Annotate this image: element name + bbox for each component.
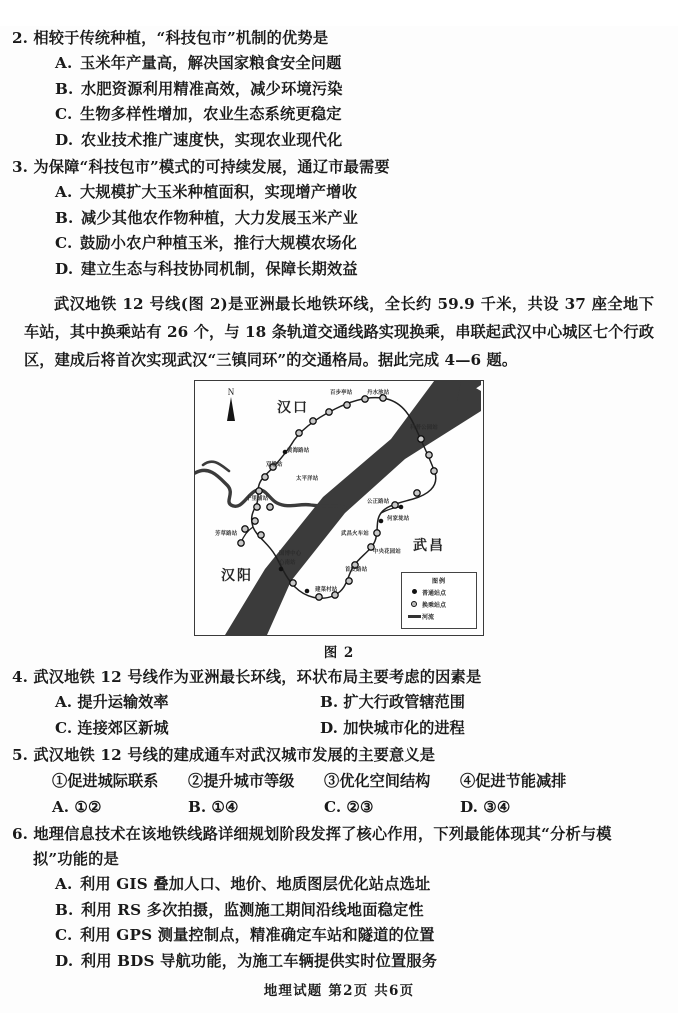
option-text: 利用 GPS 测量控制点，精准确定车站和隧道的位置 xyxy=(80,926,435,944)
question-2-option-b[interactable] xyxy=(0,77,678,103)
question-4-option-d[interactable] xyxy=(320,716,465,742)
option-label: A. xyxy=(52,798,70,816)
option-text: ①② xyxy=(74,798,102,816)
option-text: 利用 BDS 导航功能，为施工车辆提供实时位置服务 xyxy=(80,951,438,970)
option-text: 鼓励小农户种植玉米，推行大规模农场化 xyxy=(80,234,357,252)
option-label: D. xyxy=(320,718,338,737)
statement-3: ③优化空间结构 xyxy=(324,772,431,790)
district-label-hanyang: 汉阳 xyxy=(221,568,253,584)
compass-label: N xyxy=(227,387,235,397)
question-5-option-b[interactable] xyxy=(188,794,324,820)
question-4-stem xyxy=(0,665,678,690)
figure-2-caption: 图 2 xyxy=(323,645,355,661)
question-3-stem-text: 为保障“科技包市”模式的可持续发展，通辽市最需要 xyxy=(33,158,390,176)
option-label: A. xyxy=(55,54,73,72)
question-6-stem xyxy=(0,822,678,847)
option-text: 大规模扩大玉米种植面积，实现增产增收 xyxy=(79,183,357,201)
reading-passage: 武汉地铁 12 号线(图 2)是亚洲最长地铁环线，全长约 59.9 千米，共设 37 座全地下车站，其中换乘站有 26 个，与 18 条轨道交通线路实现换乘，串联起武汉中心城区七个行政区，建成后将首次实现武汉“三镇同环”的交通格局。据此完成 4—6 题。 xyxy=(24,295,654,369)
option-label: A. xyxy=(55,183,73,201)
station-label-fangcaolu: 芳草路站 xyxy=(215,531,238,537)
option-label: B. xyxy=(188,798,207,816)
legend-item-transfer-station xyxy=(406,600,472,609)
option-text: 减少其他农作物种植，大力发展玉米产业 xyxy=(81,208,359,227)
question-5-option-c[interactable] xyxy=(324,794,460,820)
question-2-option-c[interactable] xyxy=(0,102,678,128)
option-text: 建立生态与科技协同机制，保障长期效益 xyxy=(80,259,358,278)
option-text: 连接郊区新城 xyxy=(77,718,169,737)
statement-4: ④促进节能减排 xyxy=(460,772,567,790)
question-4-option-b[interactable] xyxy=(320,690,465,716)
legend-label: 河流 xyxy=(422,614,435,621)
legend-label: 普通站点 xyxy=(422,590,447,597)
question-5-options xyxy=(0,794,678,820)
station-label-shilipu: 十里铺站 xyxy=(246,496,269,502)
option-text: ②③ xyxy=(346,798,374,816)
option-label: C. xyxy=(55,105,73,123)
station-label-guobozhongxin: 国博中心 xyxy=(279,551,302,557)
option-text: 加快城市化的进程 xyxy=(343,718,465,737)
legend-item-river xyxy=(406,612,472,621)
option-label: D. xyxy=(55,259,74,278)
option-label: D. xyxy=(55,951,74,970)
question-4 xyxy=(0,665,678,741)
option-label: C. xyxy=(324,798,342,816)
question-6-number: 6. xyxy=(12,825,28,843)
option-label: C. xyxy=(55,234,73,252)
question-6 xyxy=(0,822,678,974)
station-label-huanghailu: 黄海路站 xyxy=(287,448,310,454)
question-2-stem-text: 相较于传统种植，“科技包市”机制的优势是 xyxy=(33,29,329,47)
question-3 xyxy=(0,155,678,282)
question-2-option-a[interactable] xyxy=(0,51,678,77)
option-text: 扩大行政管辖范围 xyxy=(343,693,465,711)
option-label: B. xyxy=(55,900,74,919)
question-3-option-a[interactable] xyxy=(0,180,678,206)
question-4-option-c[interactable] xyxy=(55,716,320,742)
river-line-icon xyxy=(406,613,422,620)
question-4-option-a[interactable] xyxy=(55,690,320,716)
station-label-shouanlu: 首安路站 xyxy=(345,567,368,573)
question-4-stem-text: 武汉地铁 12 号线作为亚洲最长环线，环状布局主要考虑的因素是 xyxy=(33,668,482,686)
statement-1: ①促进城际联系 xyxy=(52,772,159,790)
question-6-stem-continuation: 拟”功能的是 xyxy=(33,850,119,868)
station-label-wuchang-railway: 武昌火车站 xyxy=(341,531,369,537)
option-label: C. xyxy=(55,718,73,737)
option-text: ①④ xyxy=(211,798,239,816)
compass-north-icon xyxy=(221,387,241,427)
question-3-option-d[interactable] xyxy=(0,257,678,283)
option-label: A. xyxy=(55,693,73,711)
station-label-baibuting: 百步亭站 xyxy=(330,390,353,396)
question-3-stem xyxy=(0,155,678,180)
legend-item-plain-station xyxy=(406,588,472,597)
option-label: B. xyxy=(55,79,74,98)
question-6-option-b[interactable] xyxy=(0,898,678,924)
station-label-zhongyanghuayuan: 中央花园站 xyxy=(373,549,401,555)
station-label-jiancaicun: 建菜村站 xyxy=(315,587,338,593)
option-label: D. xyxy=(55,130,74,149)
question-3-option-b[interactable] xyxy=(0,206,678,232)
station-label-gongzhenglu: 公正路站 xyxy=(367,499,390,505)
district-label-hankou: 汉口 xyxy=(277,400,309,416)
transfer-station-dot-icon xyxy=(406,601,422,609)
question-6-option-a[interactable] xyxy=(0,872,678,898)
question-2 xyxy=(0,26,678,153)
option-text: 提升运输效率 xyxy=(77,693,169,711)
page-footer: 地理试题 第2页 共6页 xyxy=(263,983,415,999)
question-5-statements xyxy=(0,768,678,794)
question-6-option-d[interactable] xyxy=(0,949,678,975)
question-3-number: 3. xyxy=(12,158,28,176)
legend-label: 换乘站点 xyxy=(422,602,447,609)
question-5-number: 5. xyxy=(12,746,28,764)
station-label-shuangdun: 双墩站 xyxy=(266,462,283,468)
station-label-taipingyang: 太平洋站 xyxy=(296,476,319,482)
question-6-option-c[interactable] xyxy=(0,923,678,949)
question-5-option-d[interactable] xyxy=(460,794,596,820)
option-label: B. xyxy=(55,208,74,227)
question-2-stem xyxy=(0,26,678,51)
option-text: 农业技术推广速度快，实现农业现代化 xyxy=(80,130,343,149)
option-text: ③④ xyxy=(483,798,511,816)
option-label: A. xyxy=(55,875,73,893)
question-4-number: 4. xyxy=(12,668,28,686)
question-4-option-row-1 xyxy=(0,690,678,716)
question-2-option-d[interactable] xyxy=(0,128,678,154)
exam-page xyxy=(0,26,678,1013)
station-label-danshuichi: 丹水池站 xyxy=(367,390,390,396)
question-5 xyxy=(0,743,678,820)
option-text: 生物多样性增加，农业生态系统更稳定 xyxy=(80,105,342,123)
option-label: D. xyxy=(460,798,478,816)
legend-title: 图例 xyxy=(431,578,446,585)
station-label-guobonanzhan: 心南站 xyxy=(279,560,296,566)
map-legend xyxy=(401,572,477,629)
figure-2 xyxy=(0,380,678,661)
statement-2: ②提升城市等级 xyxy=(188,772,295,790)
question-2-number: 2. xyxy=(12,29,28,47)
station-label-kepugongyuan: 科普公园站 xyxy=(410,425,438,431)
option-label: C. xyxy=(55,926,73,944)
compass-arrow-icon xyxy=(227,397,235,421)
option-text: 利用 RS 多次拍摄，监测施工期间沿线地面稳定性 xyxy=(81,900,424,919)
question-3-option-c[interactable] xyxy=(0,231,678,257)
question-5-stem xyxy=(0,743,678,768)
question-5-option-a[interactable] xyxy=(52,794,188,820)
option-label: B. xyxy=(320,693,339,711)
map-wuhan-metro-line-12 xyxy=(194,380,484,636)
station-label-hejialong: 何家垅站 xyxy=(387,516,410,522)
question-4-option-row-2 xyxy=(0,716,678,742)
option-text: 玉米年产量高，解决国家粮食安全问题 xyxy=(79,54,342,72)
plain-station-dot-icon xyxy=(406,589,422,596)
district-label-wuchang: 武昌 xyxy=(413,538,445,554)
question-6-stem-text: 地理信息技术在该地铁线路详细规划阶段发挥了核心作用，下列最能体现其“分析与模 xyxy=(33,825,612,843)
option-text: 利用 GIS 叠加人口、地价、地质图层优化站点选址 xyxy=(79,875,431,893)
option-text: 水肥资源利用精准高效，减少环境污染 xyxy=(81,79,343,98)
question-5-stem-text: 武汉地铁 12 号线的建成通车对武汉城市发展的主要意义是 xyxy=(33,746,436,764)
